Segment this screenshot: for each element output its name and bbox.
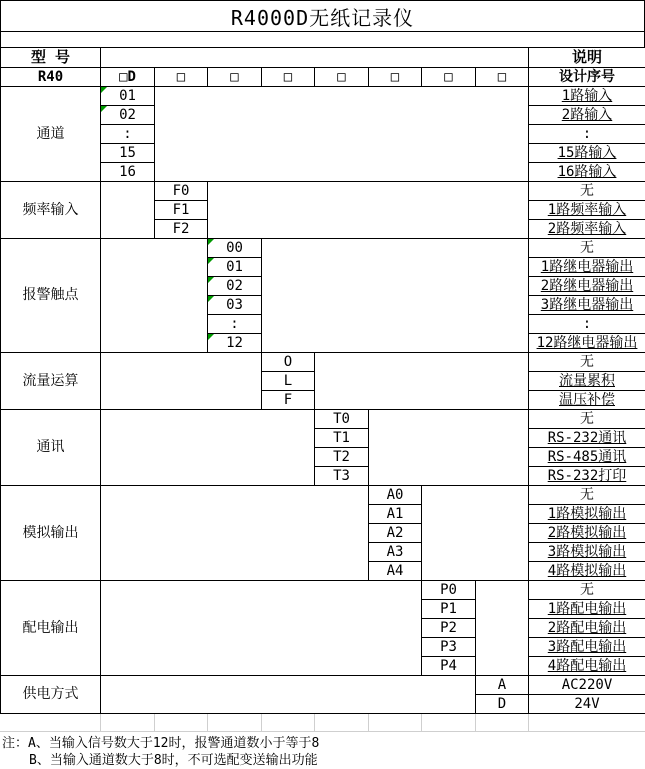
description-cell: 4路模拟输出 — [529, 562, 645, 581]
comment-marker-icon — [208, 296, 214, 302]
section-blank — [208, 182, 529, 239]
description-cell: RS-232通讯 — [529, 429, 645, 448]
code-cell: A0 — [369, 486, 422, 505]
code-cell: 01 — [208, 258, 262, 277]
code-cell: L — [262, 372, 315, 391]
code-cell: 00 — [208, 239, 262, 258]
code-cell: P2 — [422, 619, 476, 638]
code-cell: O — [262, 353, 315, 372]
code-slot: □D — [101, 68, 155, 87]
description-cell: 1路模拟输出 — [529, 505, 645, 524]
section-blank — [476, 581, 529, 676]
code-cell: T3 — [315, 467, 369, 486]
section-label-flow-calculation: 流量运算 — [1, 353, 101, 410]
section-label-power-supply: 供电方式 — [1, 676, 101, 714]
description-cell: 无 — [529, 239, 645, 258]
code-slot: □ — [155, 68, 208, 87]
description-cell: 16路输入 — [529, 163, 645, 182]
description-cell: 4路配电输出 — [529, 657, 645, 676]
model-selection-table — [0, 47, 645, 714]
description-cell: 3路配电输出 — [529, 638, 645, 657]
gridline — [207, 714, 208, 731]
section-blank — [101, 486, 369, 581]
code-cell: 02 — [101, 106, 155, 125]
description-cell: 2路频率输入 — [529, 220, 645, 239]
header-blank — [101, 48, 529, 68]
note-line-2: B、当输入通道数大于8时，不可选配变送输出功能 — [2, 752, 645, 769]
code-cell: 01 — [101, 87, 155, 106]
description-cell: : — [529, 315, 645, 334]
code-cell: F0 — [155, 182, 208, 201]
code-cell: 03 — [208, 296, 262, 315]
code-slot: □ — [262, 68, 315, 87]
code-cell: A4 — [369, 562, 422, 581]
section-blank — [101, 353, 262, 410]
section-label-analog-output: 模拟输出 — [1, 486, 101, 581]
description-header: 说明 — [529, 48, 645, 68]
gridline — [421, 714, 422, 731]
section-label-communication: 通讯 — [1, 410, 101, 486]
description-cell: 无 — [529, 486, 645, 505]
code-cell: T2 — [315, 448, 369, 467]
code-slot: □ — [369, 68, 422, 87]
gridline — [475, 714, 476, 731]
model-number-header: 型 号 — [1, 48, 101, 68]
code-cell: : — [101, 125, 155, 144]
section-blank — [101, 581, 422, 676]
description-cell: AC220V — [529, 676, 645, 695]
section-blank — [101, 239, 208, 353]
description-cell: 2路继电器输出 — [529, 277, 645, 296]
description-cell: 3路继电器输出 — [529, 296, 645, 315]
comment-marker-icon — [208, 334, 214, 340]
description-cell: 1路频率输入 — [529, 201, 645, 220]
section-label-frequency-input: 频率输入 — [1, 182, 101, 239]
description-cell: 温压补偿 — [529, 391, 645, 410]
title-spacer — [0, 32, 645, 47]
code-cell: T0 — [315, 410, 369, 429]
code-slot: □ — [208, 68, 262, 87]
gridline — [528, 714, 529, 731]
description-cell: 1路配电输出 — [529, 600, 645, 619]
code-slot: □ — [422, 68, 476, 87]
description-cell: 1路继电器输出 — [529, 258, 645, 277]
section-blank — [101, 676, 476, 714]
section-label-distribution-output: 配电输出 — [1, 581, 101, 676]
section-blank — [101, 182, 155, 239]
code-cell: F — [262, 391, 315, 410]
code-cell: T1 — [315, 429, 369, 448]
footnotes — [0, 732, 645, 769]
description-cell: RS-485通讯 — [529, 448, 645, 467]
gridline — [100, 714, 101, 731]
comment-marker-icon — [101, 87, 107, 93]
description-cell: RS-232打印 — [529, 467, 645, 486]
description-cell: 流量累积 — [529, 372, 645, 391]
code-cell: 12 — [208, 334, 262, 353]
design-serial-label: 设计序号 — [529, 68, 645, 87]
code-cell: 16 — [101, 163, 155, 182]
gridline — [261, 714, 262, 731]
description-cell: 1路输入 — [529, 87, 645, 106]
code-cell: F2 — [155, 220, 208, 239]
code-cell: A3 — [369, 543, 422, 562]
description-cell: 15路输入 — [529, 144, 645, 163]
description-cell: : — [529, 125, 645, 144]
code-slot: □ — [315, 68, 369, 87]
code-slot: □ — [476, 68, 529, 87]
description-cell: 无 — [529, 182, 645, 201]
description-cell: 无 — [529, 581, 645, 600]
description-cell: 2路配电输出 — [529, 619, 645, 638]
description-cell: 12路继电器输出 — [529, 334, 645, 353]
excel-gridlines-row — [0, 714, 645, 732]
description-cell: 24V — [529, 695, 645, 714]
model-prefix: R40 — [1, 68, 101, 87]
section-label-channel: 通道 — [1, 87, 101, 182]
code-cell: 02 — [208, 277, 262, 296]
comment-marker-icon — [208, 277, 214, 283]
comment-marker-icon — [208, 258, 214, 264]
description-cell: 3路模拟输出 — [529, 543, 645, 562]
gridline — [154, 714, 155, 731]
section-blank — [369, 410, 529, 486]
code-cell: D — [476, 695, 529, 714]
code-cell: : — [208, 315, 262, 334]
code-cell: P4 — [422, 657, 476, 676]
code-cell: P3 — [422, 638, 476, 657]
section-label-alarm-contacts: 报警触点 — [1, 239, 101, 353]
code-cell: P1 — [422, 600, 476, 619]
code-cell: A — [476, 676, 529, 695]
section-blank — [315, 353, 529, 410]
code-cell: 15 — [101, 144, 155, 163]
code-cell: F1 — [155, 201, 208, 220]
section-blank — [101, 410, 315, 486]
code-cell: A2 — [369, 524, 422, 543]
gridline — [314, 714, 315, 731]
gridline — [368, 714, 369, 731]
section-blank — [422, 486, 529, 581]
code-cell: A1 — [369, 505, 422, 524]
description-cell: 2路输入 — [529, 106, 645, 125]
section-blank — [262, 239, 529, 353]
section-blank — [155, 87, 529, 182]
description-cell: 无 — [529, 353, 645, 372]
note-line-1: 注：A、当输入信号数大于12时，报警通道数小于等于8 — [2, 735, 645, 752]
comment-marker-icon — [101, 106, 107, 112]
description-cell: 无 — [529, 410, 645, 429]
comment-marker-icon — [208, 239, 214, 245]
description-cell: 2路模拟输出 — [529, 524, 645, 543]
code-cell: P0 — [422, 581, 476, 600]
sheet-title: R4000D无纸记录仪 — [0, 0, 645, 32]
